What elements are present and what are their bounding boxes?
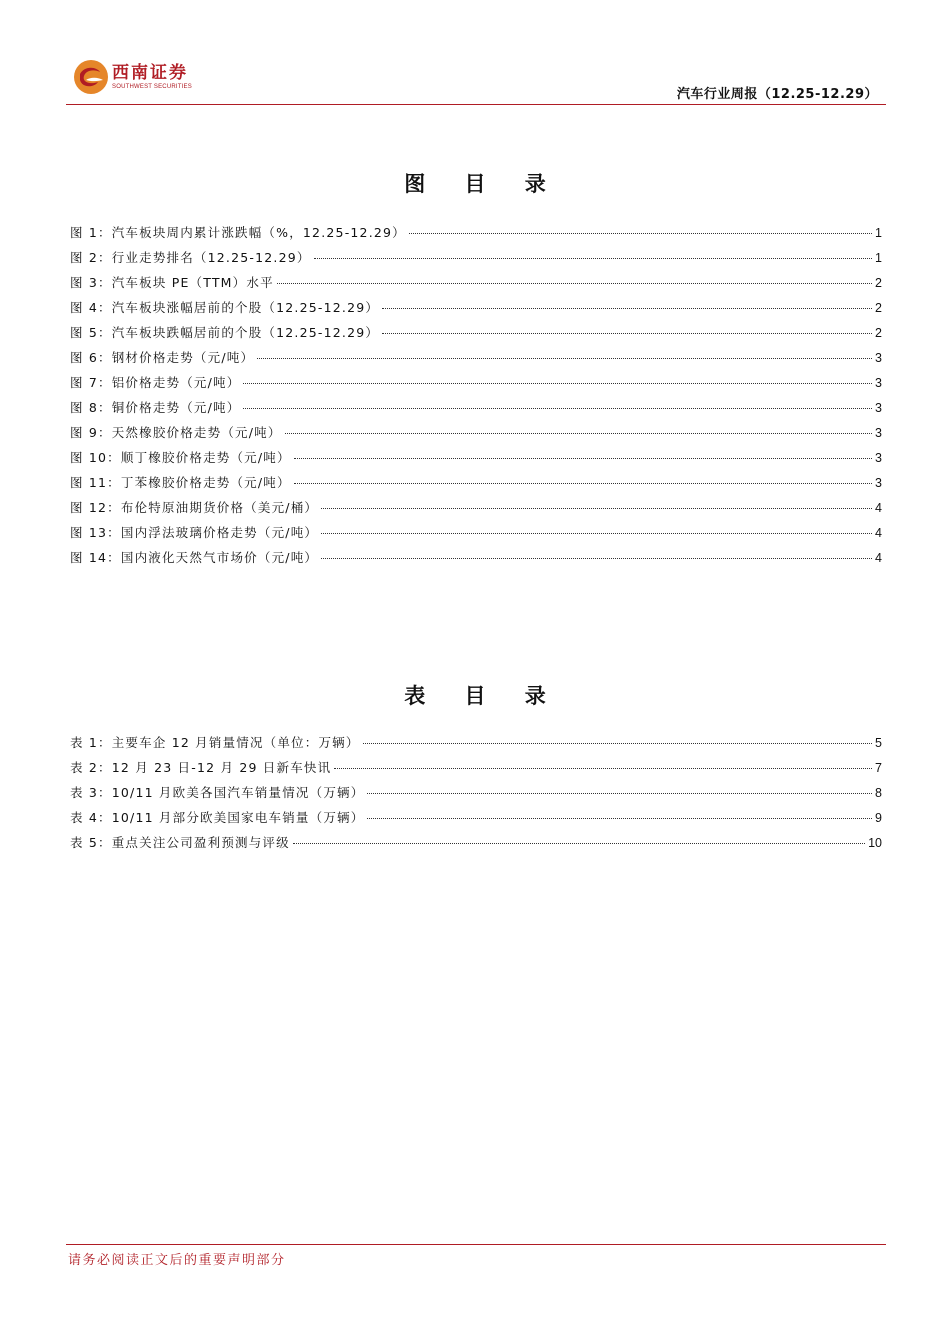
toc-entry-page-number: 3 (875, 426, 882, 440)
toc-entry-label: 图 3：汽车板块 PE（TTM）水平 (70, 275, 274, 290)
toc-leader-dots (321, 533, 872, 534)
toc-entry[interactable] (70, 523, 882, 548)
toc-leader-dots (293, 843, 865, 844)
toc-entry-label: 表 3：10/11 月欧美各国汽车销量情况（万辆） (70, 785, 365, 800)
toc-entry-page-number: 2 (875, 301, 882, 315)
toc-entry-label: 图 13：国内浮法玻璃价格走势（元/吨） (70, 525, 319, 540)
tables-toc-list (70, 733, 882, 858)
report-title: 汽车行业周报（12.25-12.29） (676, 87, 878, 102)
toc-leader-dots (314, 258, 872, 259)
toc-entry[interactable] (70, 498, 882, 523)
toc-entry[interactable] (70, 783, 882, 808)
toc-leader-dots (367, 818, 872, 819)
toc-entry-page-number: 3 (875, 401, 882, 415)
toc-entry-page-number: 9 (875, 811, 882, 825)
toc-entry-label: 图 1：汽车板块周内累计涨跌幅（%，12.25-12.29） (70, 225, 406, 240)
toc-entry-label: 图 6：钢材价格走势（元/吨） (70, 350, 255, 365)
toc-entry[interactable] (70, 423, 882, 448)
toc-leader-dots (277, 283, 872, 284)
footer-disclaimer: 请务必阅读正文后的重要声明部分 (68, 1253, 286, 1268)
toc-entry[interactable] (70, 808, 882, 833)
toc-entry-label: 表 4：10/11 月部分欧美国家电车销量（万辆） (70, 810, 365, 825)
toc-entry-page-number: 7 (875, 761, 882, 775)
toc-entry-page-number: 4 (875, 551, 882, 565)
toc-entry-label: 图 9：天然橡胶价格走势（元/吨） (70, 425, 282, 440)
toc-leader-dots (243, 383, 872, 384)
toc-entry-page-number: 2 (875, 326, 882, 340)
toc-entry-page-number: 8 (875, 786, 882, 800)
toc-entry-label: 表 2：12 月 23 日-12 月 29 日新车快讯 (70, 760, 332, 775)
tables-toc-title: 表 目 录 (404, 683, 562, 708)
toc-entry[interactable] (70, 373, 882, 398)
figures-toc-title: 图 目 录 (404, 171, 562, 196)
logo-emblem-icon (72, 58, 110, 96)
toc-entry[interactable] (70, 758, 882, 783)
toc-leader-dots (294, 458, 872, 459)
toc-entry-label: 图 2：行业走势排名（12.25-12.29） (70, 250, 311, 265)
logo-chinese-name: 西南证券 (112, 63, 188, 83)
toc-entry[interactable] (70, 473, 882, 498)
page-header (66, 56, 886, 106)
toc-entry-page-number: 3 (875, 476, 882, 490)
toc-leader-dots (243, 408, 872, 409)
toc-entry-page-number: 3 (875, 451, 882, 465)
toc-leader-dots (285, 433, 873, 434)
toc-entry[interactable] (70, 223, 882, 248)
toc-entry-label: 图 10：顺丁橡胶价格走势（元/吨） (70, 450, 291, 465)
toc-entry[interactable] (70, 448, 882, 473)
toc-entry-page-number: 3 (875, 351, 882, 365)
toc-entry-page-number: 1 (875, 226, 882, 240)
toc-entry[interactable] (70, 298, 882, 323)
toc-leader-dots (363, 743, 872, 744)
toc-entry-label: 图 7：铝价格走势（元/吨） (70, 375, 241, 390)
toc-leader-dots (321, 508, 872, 509)
toc-entry-page-number: 1 (875, 251, 882, 265)
toc-entry[interactable] (70, 398, 882, 423)
toc-leader-dots (409, 233, 872, 234)
logo-wordmark (112, 64, 192, 90)
toc-entry-page-number: 10 (868, 836, 882, 850)
toc-leader-dots (367, 793, 872, 794)
toc-entry-page-number: 2 (875, 276, 882, 290)
toc-entry-label: 表 5：重点关注公司盈利预测与评级 (70, 835, 290, 850)
toc-entry[interactable] (70, 323, 882, 348)
toc-entry[interactable] (70, 273, 882, 298)
toc-leader-dots (294, 483, 872, 484)
toc-entry-page-number: 3 (875, 376, 882, 390)
header-divider (66, 104, 886, 105)
toc-entry[interactable] (70, 833, 882, 858)
toc-entry-label: 图 8：铜价格走势（元/吨） (70, 400, 241, 415)
toc-entry-label: 图 5：汽车板块跌幅居前的个股（12.25-12.29） (70, 325, 380, 340)
toc-entry[interactable] (70, 548, 882, 573)
toc-entry-page-number: 4 (875, 526, 882, 540)
toc-entry[interactable] (70, 248, 882, 273)
toc-leader-dots (321, 558, 872, 559)
toc-entry-label: 图 11：丁苯橡胶价格走势（元/吨） (70, 475, 291, 490)
toc-leader-dots (334, 768, 872, 769)
toc-leader-dots (382, 333, 872, 334)
toc-entry[interactable] (70, 348, 882, 373)
toc-entry-label: 图 14：国内液化天然气市场价（元/吨） (70, 550, 319, 565)
company-logo (72, 58, 110, 100)
toc-entry-label: 表 1：主要车企 12 月销量情况（单位：万辆） (70, 735, 360, 750)
footer-divider (66, 1244, 886, 1245)
toc-leader-dots (382, 308, 872, 309)
toc-entry-label: 图 12：布伦特原油期货价格（美元/桶） (70, 500, 319, 515)
toc-entry[interactable] (70, 733, 882, 758)
toc-entry-page-number: 4 (875, 501, 882, 515)
toc-entry-label: 图 4：汽车板块涨幅居前的个股（12.25-12.29） (70, 300, 380, 315)
toc-entry-page-number: 5 (875, 736, 882, 750)
logo-english-name: SOUTHWEST SECURITIES (112, 84, 192, 90)
figures-toc-list (70, 223, 882, 573)
toc-leader-dots (257, 358, 872, 359)
